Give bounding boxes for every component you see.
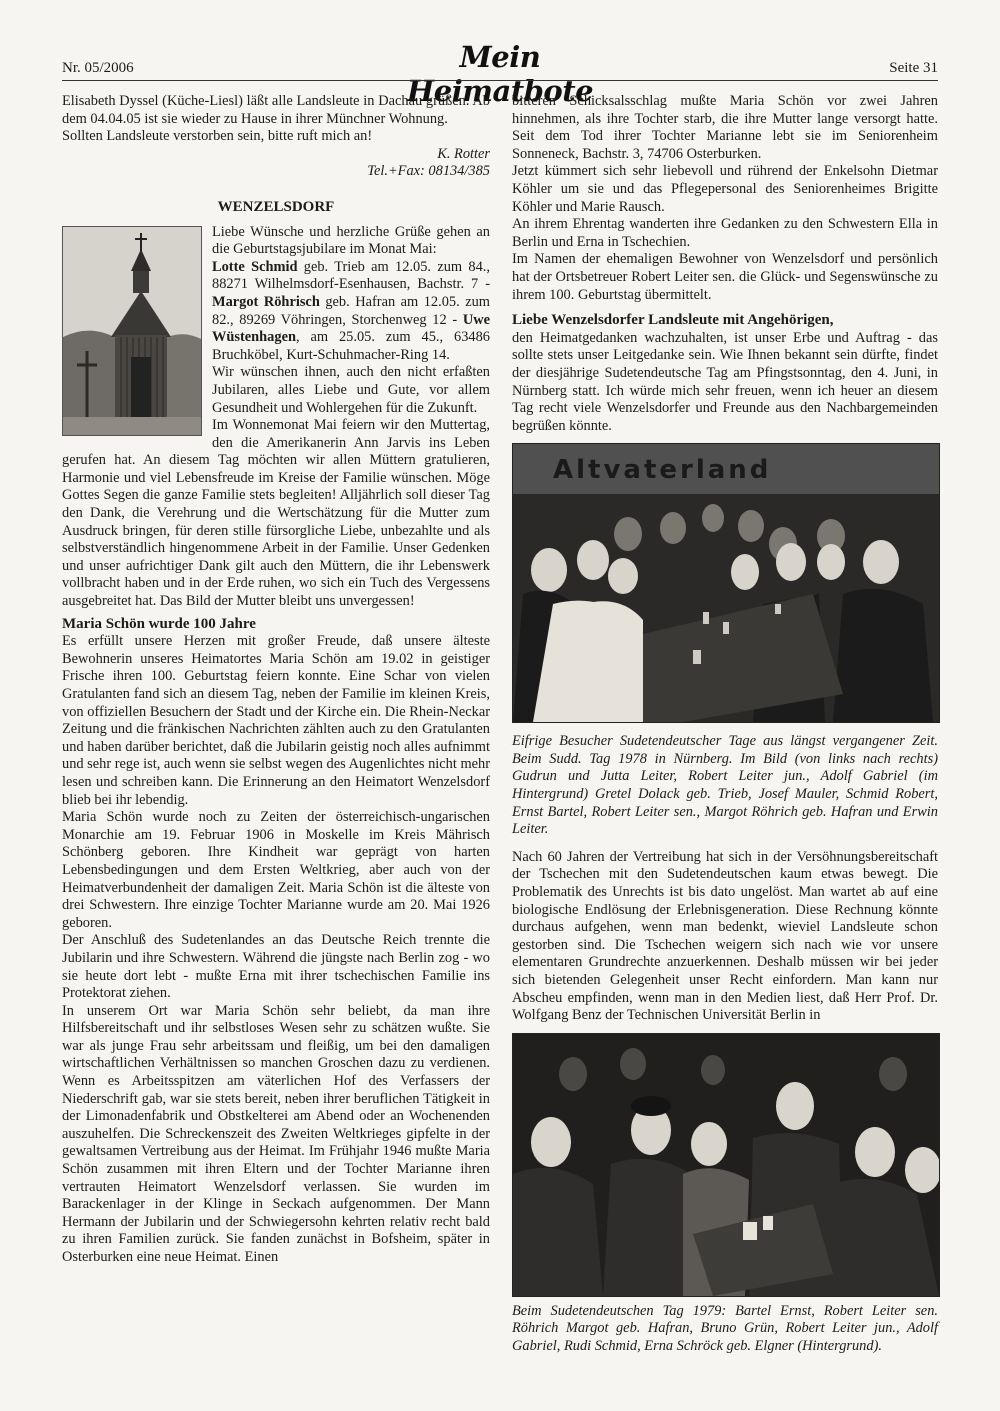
group-image-1979	[513, 1034, 939, 1296]
photo-banner-text: Altvaterland	[553, 455, 772, 486]
issue-number: Nr. 05/2006	[62, 60, 134, 76]
chapel-photo	[62, 226, 202, 436]
paragraph: Im Namen der ehemaligen Bewohner von Wenzelsdorf und persönlich hat der Ortsbetreuer Robert Leiter sen. die Glück- und Segenswünsche zu ihrem 100. Geburtstag übermittelt.	[512, 251, 938, 303]
birthday-intro: Liebe Wünsche und herzliche Grüße gehen an die Geburtstagsjubilare im Monat Mai:	[212, 223, 490, 258]
jubilar-name: Margot Röhrisch	[212, 293, 320, 310]
header-rule	[62, 80, 938, 81]
page-number: Seite 31	[889, 60, 938, 76]
group-photo-1978	[512, 443, 940, 723]
paragraph: den Heimatgedanken wachzuhalten, ist unser Erbe und Auftrag - das sollte stets unser Leitgedanke sein. Wie Ihnen bekannt sein dürfte, findet der diesjährige Sudetendeutsche Tag am Pfingstsonntag, den 4. Juni, in Nürnberg statt. Ich würde mich sehr freuen, wenn ich heuer an diesem Tag recht viele Wenzelsdorfer und Freunde aus den Nachbargemeinden begrüßen könnte.	[512, 329, 938, 434]
paragraph: Jetzt kümmert sich sehr liebevoll und rührend der Enkelsohn Dietmar Köhler um sie und das Pflegepersonal des Seniorenheimes Brigitte Köhler und Marie Rausch.	[512, 163, 938, 215]
paragraph: Der Anschluß des Sudetenlandes an das Deutsche Reich trennte die Jubilarin und ihre Schwestern. Während die jüngste nach Berlin zog - wo sie heute dort lebt - mußte Erna mit ihrer tschechischen Familie ins Protektorat ziehen.	[62, 932, 490, 1002]
chapel-image	[63, 227, 201, 435]
section-heading-wenzelsdorf: WENZELSDORF	[217, 198, 335, 215]
paragraph: An ihrem Ehrentag wanderten ihre Gedanken zu den Schwestern Ella in Berlin und Erna in Tschechien.	[512, 216, 938, 250]
masthead-logo: Mein Heimatbote	[406, 40, 594, 108]
paragraph: Elisabeth Dyssel (Küche-Liesl) läßt alle Landsleute in Dachau grüßen. Ab dem 04.04.05 ist sie wieder zu Hause in ihrer Münchner Wohnung.	[62, 93, 490, 127]
paragraph-mothers-day: Im Wonnemonat Mai feiern wir den Muttertag, den die Amerikanerin Ann Jarvis ins Leben gerufen hat. An diesem Tag möchten wir allen Müttern gratulieren, Harmonie und viel Lebensfreude im Kreise der Familie wünschen. Möge Gottes Segen die ganze Familie stets begleiten! Alljährlich soll dieser Tag den Dank, die Verehrung und die Wertschätzung für die Mutter zum Ausdruck bringen, für deren stille fürsorgliche Liebe, unbezahlte und als selbstverständlich hingenommene Arbeit in der Familie. Unser Gedenken und unser aufrichtiger Dank gilt auch den Müttern, die ihr Lebenswerk vollbracht haben und in der Erde ruhen, wo sich ein Tuch des Vergessens ausgebreitet hat. Das Bild der Mutter bleibt uns unvergessen!	[62, 417, 490, 610]
photo-caption-1979: Beim Sudetendeutschen Tag 1979: Bartel Ernst, Robert Leiter sen. Röhrich Margot geb. Hafran, Bruno Grün, Robert Leiter jun., Adolf Gabriel, Rudi Schmid, Erna Schröck geb. Elgner (Hintergrund).	[512, 1302, 938, 1354]
right-column	[512, 93, 938, 1356]
paragraph: In unserem Ort war Maria Schön sehr beliebt, da man ihre Hilfsbereitschaft und ihr selbstloses Wesen sehr zu schätzen wußte. Sie war als junge Frau sehr arbeitssam und fleißig, um bei den damaligen wirtschaftlichen Verhältnissen so manchen Groschen dazu zu verdienen. Wenn es Arbeitsspitzen am väterlichen Hof des Verfassers der Niederschrift gab, war sie stets bereit, neben ihrer beruflichen Tätigkeit in der Limonadenfabrik und Obstkelterei am Abend oder an Wochenenden auszuhelfen. Die Schreckenszeit des Zweiten Weltkrieges gipfelte in der gewaltsamen Vertreibung aus der Heimat. Im Frühjahr 1946 mußte Maria Schön zusammen mit ihren Eltern und der Tochter Marianne ihren vertrauten Heimatort Wenzelsdorf verlassen. Sie wurden im Barackenlager in der Klinge in Seckach aufgenommen. Der Mann Hermann der Jubilarin und der Schwiegersohn kehrten relativ recht bald zu ihren Familien zurück. Sie fanden zunächst in Bofsheim, später in Osterburken eine neue Heimat. Einen	[62, 1002, 490, 1265]
paragraph: Sollten Landsleute verstorben sein, bitte ruft mich an!	[62, 128, 373, 145]
paragraph: Nach 60 Jahren der Vertreibung hat sich in der Versöhnungsbereitschaft der Tschechen mit den Sudetendeutschen kaum etwas bewegt. Die Problematik des Unrechts ist bis dato ungelöst. Man wartet ab auf eine biologische Endlösung der Erlebnisgeneration. Diese Rechnung könnte durchaus aufgehen, wenn man bedenkt, wieviel Landsleute schon gestorben sind. Die Tschechen weigern sich nach wie vor unsere elementaren Grundrechte anzuerkennen. Deshalb müssen wir bei jeder sich bietenden Gelegenheit unser Recht einfordern. Man kann nur Abscheu empfinden, wenn man in den Medien liest, daß Herr Prof. Dr. Wolfgang Benz der Technischen Universität Berlin in	[512, 848, 938, 1024]
jubilar-name: Uwe Wüstenhagen	[212, 311, 490, 346]
section-heading-landsleute: Liebe Wenzelsdorfer Landsleute mit Angehörigen,	[512, 312, 834, 329]
paragraph: Maria Schön wurde noch zu Zeiten der österreichisch-ungarischen Monarchie am 19. Februar 1906 in Moskelle im Kreis Mährisch Schönberg geboren. Ihre Kindheit war geprägt von harten Lebensbedingungen und dem Ersten Weltkrieg, aber auch von der Heimatverbundenheit der damaligen Zeit. Maria Schön ist die älteste von drei Schwestern. Ihre einzige Tochter Marianne wurde am 20. Mai 1926 geboren.	[62, 809, 490, 931]
birthday-list: Lotte Schmid geb. Trieb am 12.05. zum 84., 88271 Wilhelmsdorf-Esenhausen, Bachstr. 7 - Margot Röhrisch geb. Hafran am 12.05. zum 82., 89269 Vöhringen, Storchenweg 12 - Uwe Wüstenhagen, am 25.05. zum 45., 63486 Bruchköbel, Kurt-Schuhmacher-Ring 14.	[212, 258, 491, 363]
left-column	[62, 93, 490, 1267]
paragraph: Es erfüllt unsere Herzen mit großer Freude, daß unsere älteste Bewohnerin unseres Heimatortes Maria Schön am 19.02 in geistiger Frische ihren 100. Geburtstag feiern konnte. Eine Schar von vielen Gratulanten fand sich an diesem Tag, neben der Familie im kleinen Kreis, von offiziellen Besuchern der Stadt und der Kirche ein. Die Rhein-Neckar Zeitung und die fränkischen Nachrichten zählten auch zu den Gratulanten und haben darüber berichtet, daß die Jubilarin geistig noch alles aufnimmt und sehr rege ist, auch wenn sie selbst wegen des Augenlichtes nicht mehr lesen und schreiben kann. Die Erinnerung an den Heimatort Wenzelsdorf blieb bei ihr lebendig.	[62, 633, 491, 808]
signature-phone: Tel.+Fax: 08134/385	[367, 163, 490, 180]
jubilar-name: Lotte Schmid	[212, 258, 298, 275]
paragraph: bitteren Schicksalsschlag mußte Maria Schön vor zwei Jahren hinnehmen, als ihre Tochter starb, die ihre Mutter lange versorgt hatte. Seit dem Tod ihrer Tochter Marianne lebt sie im Seniorenheim Sonneneck, Bachstr. 3, 74706 Osterburken.	[512, 93, 938, 162]
paragraph: Wir wünschen ihnen, auch den nicht erfaßten Jubilaren, alles Liebe und Gute, vor allem Gesundheit und Wohlergehen für die Zukunft.	[212, 364, 490, 416]
photo-caption-1978: Eifrige Besucher Sudetendeutscher Tage aus längst vergangener Zeit. Beim Sudd. Tag 1978 in Nürnberg. Im Bild (von links nach rechts) Gudrun und Jutta Leiter, Robert Leiter jun., Adolf Gabriel (im Hintergrund) Gretel Dolack geb. Trieb, Josef Mauler, Schmid Robert, Ernst Bartel, Robert Leiter sen., Margot Röhrich geb. Hafran und Erwin Leiter.	[512, 733, 938, 838]
group-image-1978	[513, 444, 939, 722]
signature-name: K. Rotter	[437, 145, 490, 162]
group-photo-1979	[512, 1033, 940, 1297]
section-heading-maria: Maria Schön wurde 100 Jahre	[62, 615, 256, 632]
